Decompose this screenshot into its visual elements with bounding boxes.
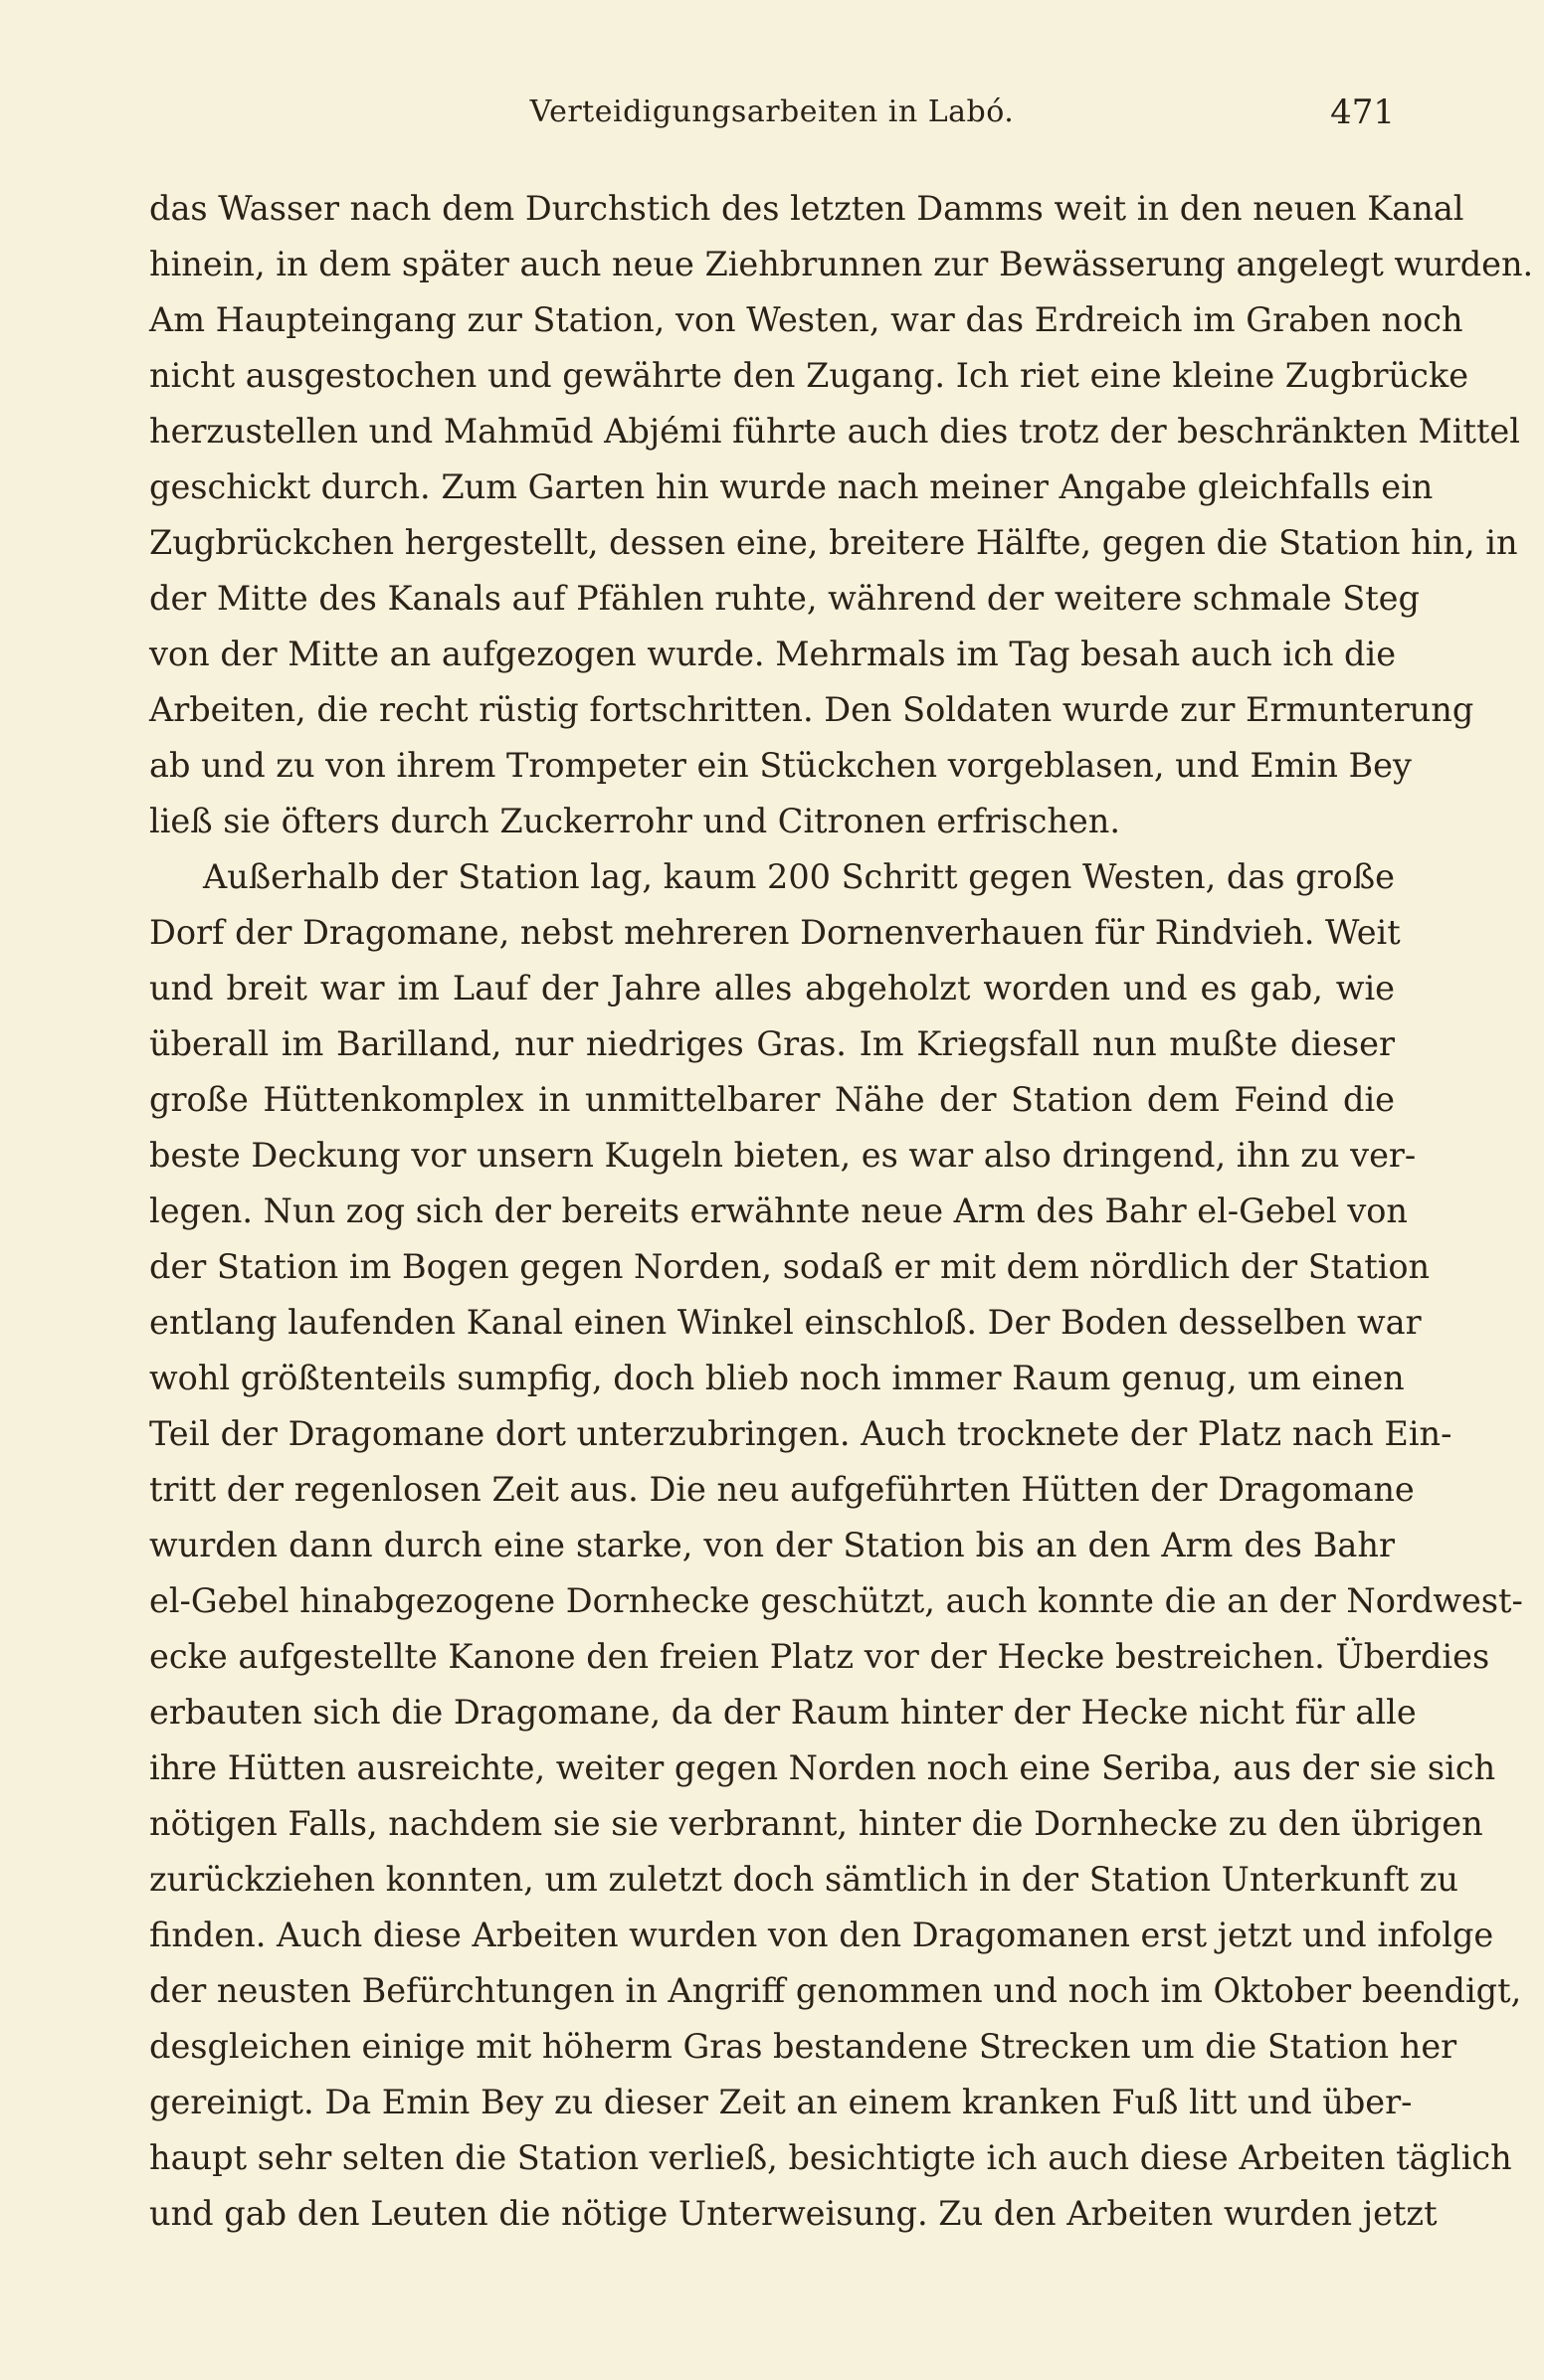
text-line: von der Mitte an aufgezogen wurde. Mehrmals im Tag besah auch ich die — [149, 635, 1397, 673]
text-line: Außerhalb der Station lag, kaum 200 Schritt gegen Westen, das große — [203, 857, 1395, 896]
text-line: wohl größtenteils sumpfig, doch blieb noch immer Raum genug, um einen — [149, 1359, 1405, 1397]
text-line: ihre Hütten ausreichte, weiter gegen Norden noch eine Seriba, aus der sie sich — [149, 1748, 1496, 1787]
text-line: nicht ausgestochen und gewährte den Zugang. Ich riet eine kleine Zugbrücke — [149, 356, 1469, 395]
running-header — [149, 88, 1395, 137]
body-text — [149, 181, 1534, 2242]
text-line: erbauten sich die Dragomane, da der Raum hinter der Hecke nicht für alle — [149, 1693, 1417, 1732]
text-line: gereinigt. Da Emin Bey zu dieser Zeit an einem kranken Fuß litt und über- — [149, 2083, 1413, 2121]
text-line: hinein, in dem später auch neue Ziehbrunnen zur Bewässerung angelegt wurden. — [149, 245, 1534, 283]
text-line: der Mitte des Kanals auf Pfählen ruhte, während der weitere schmale Steg — [149, 579, 1420, 618]
text-line: beste Deckung vor unsern Kugeln bieten, es war also dringend, ihn zu ver- — [149, 1136, 1417, 1175]
text-line: zurückziehen konnten, um zuletzt doch sämtlich in der Station Unterkunft zu — [149, 1860, 1458, 1899]
page-number: 471 — [1330, 92, 1395, 132]
text-line: geschickt durch. Zum Garten hin wurde nach meiner Angabe gleichfalls ein — [149, 467, 1434, 506]
text-line: herzustellen und Mahmūd Abjémi führte auch dies trotz der beschränkten Mittel — [149, 412, 1520, 451]
text-line: der neusten Befürchtungen in Angriff genommen und noch im Oktober beendigt, — [149, 1971, 1522, 2010]
text-line: finden. Auch diese Arbeiten wurden von den Dragomanen erst jetzt und infolge — [149, 1916, 1494, 1954]
text-line: der Station im Bogen gegen Norden, sodaß er mit dem nördlich der Station — [149, 1247, 1431, 1286]
text-line: Teil der Dragomane dort unterzubringen. Auch trocknete der Platz nach Ein- — [149, 1414, 1452, 1453]
text-line: überall im Barilland, nur niedriges Gras. Im Kriegsfall nun mußte dieser — [149, 1024, 1395, 1063]
text-line: wurden dann durch eine starke, von der Station bis an den Arm des Bahr — [149, 1526, 1395, 1564]
text-line: legen. Nun zog sich der bereits erwähnte neue Arm des Bahr el-Gebel von — [149, 1191, 1408, 1230]
text-line: das Wasser nach dem Durchstich des letzten Damms weit in den neuen Kanal — [149, 189, 1464, 228]
text-line: el-Gebel hinabgezogene Dornhecke geschützt, auch konnte die an der Nordwest- — [149, 1581, 1523, 1620]
text-line: und breit war im Lauf der Jahre alles abgeholzt worden und es gab, wie — [149, 969, 1395, 1007]
text-line: große Hüttenkomplex in unmittelbarer Nähe der Station dem Feind die — [149, 1080, 1395, 1119]
text-line: ab und zu von ihrem Trompeter ein Stückchen vorgeblasen, und Emin Bey — [149, 746, 1412, 785]
text-line: Dorf der Dragomane, nebst mehreren Dornenverhauen für Rindvieh. Weit — [149, 913, 1401, 952]
text-line: nötigen Falls, nachdem sie sie verbrannt, hinter die Dornhecke zu den übrigen — [149, 1804, 1483, 1843]
text-line: Am Haupteingang zur Station, von Westen, war das Erdreich im Graben noch — [149, 300, 1463, 339]
text-line: Zugbrückchen hergestellt, dessen eine, breitere Hälfte, gegen die Station hin, in — [149, 523, 1518, 562]
text-line: ließ sie öfters durch Zuckerrohr und Citronen erfrischen. — [149, 802, 1120, 840]
text-line: entlang laufenden Kanal einen Winkel einschloß. Der Boden desselben war — [149, 1303, 1422, 1342]
text-line: tritt der regenlosen Zeit aus. Die neu aufgeführten Hütten der Dragomane — [149, 1470, 1415, 1509]
text-line: haupt sehr selten die Station verließ, besichtigte ich auch diese Arbeiten täglich — [149, 2138, 1512, 2177]
text-line: und gab den Leuten die nötige Unterweisung. Zu den Arbeiten wurden jetzt — [149, 2194, 1438, 2233]
running-title: Verteidigungsarbeiten in Labó. — [529, 94, 1015, 129]
text-line: desgleichen einige mit höherm Gras bestandene Strecken um die Station her — [149, 2027, 1457, 2066]
text-line: Arbeiten, die recht rüstig fortschritten. Den Soldaten wurde zur Ermunterung — [149, 690, 1474, 729]
text-line: ecke aufgestellte Kanone den freien Platz vor der Hecke bestreichen. Überdies — [149, 1637, 1490, 1676]
